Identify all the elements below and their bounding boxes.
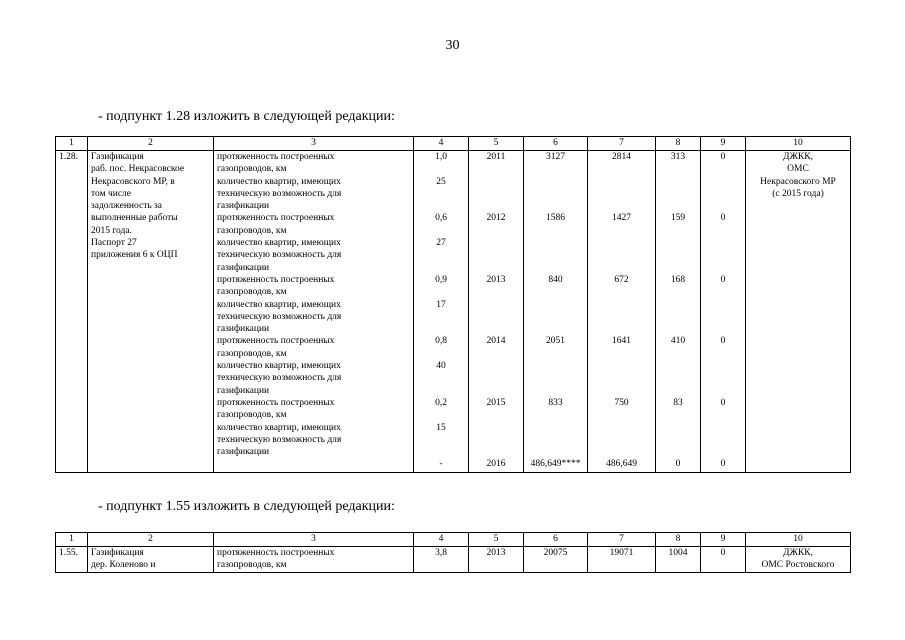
amount-total: 1586 (546, 213, 565, 224)
year: 2012 (486, 213, 506, 224)
amount-8: 159 (670, 213, 686, 224)
executor-line: ОМС Ростовского (761, 560, 835, 571)
item-name (88, 151, 214, 473)
item-name-line: Газификация (91, 152, 144, 162)
value-length: 0,8 (435, 336, 447, 347)
column-number: 10 (746, 137, 851, 151)
amount-9: 0 (701, 547, 746, 573)
item-name-line: приложения 6 к ОЦП (91, 250, 178, 261)
column-number: 1 (56, 533, 88, 547)
year: 2011 (486, 152, 506, 162)
executor-line: ДЖКК, (782, 548, 814, 558)
column-number: 7 (588, 533, 656, 547)
section-heading-1-28: - подпункт 1.28 изложить в следующей редакции: (98, 109, 395, 124)
year: 2014 (486, 336, 506, 347)
item-number: 1.28. (56, 151, 88, 473)
value-last: - (439, 459, 443, 470)
amount-9: 0 (720, 397, 726, 408)
table-row (56, 547, 851, 573)
indicator-cell (214, 547, 414, 573)
amount-8: 83 (673, 397, 683, 408)
col8-cell (656, 151, 701, 473)
amount-8: 1004 (656, 547, 701, 573)
column-number: 4 (414, 137, 469, 151)
table-row (56, 151, 851, 473)
column-number: 8 (656, 137, 701, 151)
item-name-line: задолженность за (91, 201, 163, 212)
executor-line: Некрасовского МР (760, 176, 836, 187)
indicator-cell (214, 151, 414, 473)
amount-total: 486,649**** (530, 459, 581, 470)
indicator-flats: количество квартир, имеющих техническую возможность для газификации (217, 361, 342, 396)
column-number: 3 (214, 533, 414, 547)
column-number: 9 (701, 533, 746, 547)
column-number: 9 (701, 137, 746, 151)
value-flats: 25 (436, 176, 446, 187)
column-number-row (56, 137, 851, 151)
value-flats: 27 (436, 238, 446, 249)
amount-total: 3127 (546, 152, 565, 162)
amount-9: 0 (720, 152, 726, 162)
amount-total: 20075 (524, 547, 588, 573)
column-number: 3 (214, 137, 414, 151)
value-length: 0,2 (435, 397, 447, 408)
item-number: 1.55. (56, 547, 88, 573)
indicator-length: протяженность построенных газопроводов, км (217, 152, 335, 175)
indicator-flats: количество квартир, имеющих техническую возможность для газификации (217, 299, 342, 335)
item-name-line: выполненные работы (91, 213, 178, 224)
indicator-flats: количество квартир, имеющих техническую возможность для газификации (217, 422, 342, 458)
amount-total: 833 (548, 397, 563, 408)
indicator-length: протяженность построенных газопроводов, км (217, 336, 335, 359)
col6-cell (524, 151, 588, 473)
table-item-1-55 (55, 532, 851, 573)
executor-cell (746, 547, 851, 573)
indicator-line: газопроводов, км (217, 560, 287, 571)
item-name-line: Газификация (91, 548, 144, 558)
amount-9: 0 (720, 274, 726, 285)
amount-8: 168 (670, 274, 686, 285)
amount-9: 0 (720, 336, 726, 347)
indicator-length: протяженность построенных газопроводов, км (217, 274, 335, 298)
column-number: 1 (56, 137, 88, 151)
amount-7: 1427 (612, 213, 631, 224)
item-name-line: том числе (91, 188, 132, 199)
value-length: 1,0 (435, 152, 447, 162)
executor-line: ОМС (787, 164, 809, 175)
indicator-flats: количество квартир, имеющих техническую возможность для газификации (217, 176, 342, 212)
year: 2013 (469, 547, 524, 573)
amount-7: 1641 (612, 336, 631, 347)
amount-9: 0 (720, 213, 726, 224)
value-flats: 15 (436, 422, 446, 433)
amount-7: 750 (614, 397, 629, 408)
year-cell (469, 151, 524, 473)
column-number: 7 (588, 137, 656, 151)
indicator-length: протяженность построенных газопроводов, км (217, 397, 335, 421)
column-number: 4 (414, 533, 469, 547)
column-number: 2 (88, 137, 214, 151)
amount-7: 2814 (612, 152, 631, 162)
col9-cell (701, 151, 746, 473)
indicator-flats: количество квартир, имеющих техническую возможность для газификации (217, 238, 342, 273)
year: 2016 (486, 459, 506, 470)
item-name (88, 547, 214, 573)
value-flats: 40 (436, 361, 446, 372)
section-heading-1-55: - подпункт 1.55 изложить в следующей редакции: (98, 499, 395, 514)
column-number: 5 (469, 137, 524, 151)
amount-8: 0 (675, 459, 681, 470)
column-number: 5 (469, 533, 524, 547)
item-name-line: дер. Коленово и (91, 560, 156, 571)
item-name-line: 2015 года. (91, 225, 132, 236)
indicator-line: протяженность построенных (217, 548, 335, 558)
value-length: 0,9 (435, 274, 447, 285)
table-item-1-28 (55, 136, 851, 473)
amount-7: 19071 (588, 547, 656, 573)
amount-8: 410 (670, 336, 686, 347)
amount-total: 840 (548, 274, 563, 285)
value-flats: 17 (436, 299, 446, 310)
column-number: 8 (656, 533, 701, 547)
executor-cell (746, 151, 851, 473)
amount-7: 486,649 (606, 459, 637, 470)
amount-7: 672 (614, 274, 629, 285)
page-number: 30 (445, 38, 460, 53)
amount-8: 313 (670, 152, 686, 162)
item-name-line: раб. пос. Некрасовское (91, 164, 185, 175)
amount-total: 2051 (546, 336, 565, 347)
amount-9: 0 (720, 459, 726, 470)
column-number: 6 (524, 533, 588, 547)
year: 2015 (486, 397, 506, 408)
indicator-value: 3,8 (414, 547, 469, 573)
col7-cell (588, 151, 656, 473)
item-name-line: Паспорт 27 (91, 238, 137, 249)
column-number: 2 (88, 533, 214, 547)
executor-line: ДЖКК, (782, 152, 814, 162)
indicator-values (414, 151, 469, 473)
column-number-row (56, 533, 851, 547)
value-length: 0,6 (435, 213, 447, 224)
year: 2013 (486, 274, 506, 285)
item-name-line: Некрасовского МР, в (91, 176, 175, 187)
column-number: 10 (746, 533, 851, 547)
indicator-length: протяженность построенных газопроводов, км (217, 213, 335, 236)
column-number: 6 (524, 137, 588, 151)
executor-line: (с 2015 года) (772, 188, 824, 199)
